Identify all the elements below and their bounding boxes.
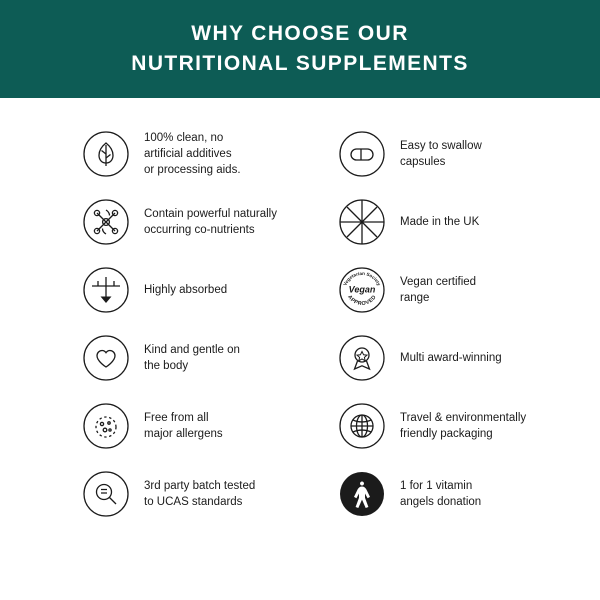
feature-label bbox=[400, 350, 502, 366]
feature-label-line: Multi award-winning bbox=[400, 352, 502, 364]
feature-row bbox=[338, 188, 600, 256]
feature-label-line: Kind and gentle on bbox=[144, 344, 240, 356]
feature-label-line: major allergens bbox=[144, 428, 223, 440]
feature-label-line: friendly packaging bbox=[400, 428, 493, 440]
feature-label bbox=[400, 274, 476, 306]
feature-label-line: 100% clean, no bbox=[144, 132, 224, 144]
feature-label-line: angels donation bbox=[400, 496, 482, 508]
union-jack-flag-icon bbox=[338, 198, 386, 246]
heart-icon bbox=[82, 334, 130, 382]
feature-label bbox=[144, 282, 227, 298]
feature-label-line: Easy to swallow bbox=[400, 140, 482, 152]
feature-label-line: occurring co-nutrients bbox=[144, 224, 255, 236]
globe-icon bbox=[338, 402, 386, 450]
feature-label-line: 1 for 1 vitamin bbox=[400, 480, 473, 492]
absorption-arrow-icon bbox=[82, 266, 130, 314]
feature-row bbox=[338, 120, 600, 188]
vegan-icon-top-text: Vegetarian Society bbox=[342, 270, 382, 287]
features-grid bbox=[0, 120, 600, 528]
feature-label-line: the body bbox=[144, 360, 189, 372]
feature-label bbox=[144, 130, 241, 178]
feature-label bbox=[400, 138, 482, 170]
feature-label bbox=[144, 478, 255, 510]
feature-row bbox=[82, 188, 300, 256]
feature-row bbox=[338, 256, 600, 324]
feature-label-line: Highly absorbed bbox=[144, 284, 228, 296]
vegan-icon-bottom-text: APPROVED bbox=[346, 294, 378, 308]
feature-label-line: Travel & environmentally bbox=[400, 412, 527, 424]
feature-label-line: or processing aids. bbox=[144, 164, 241, 176]
feature-label bbox=[400, 214, 479, 230]
feature-row bbox=[82, 120, 300, 188]
feature-label-line: Made in the UK bbox=[400, 216, 480, 228]
header-banner bbox=[0, 0, 600, 98]
feature-label bbox=[144, 206, 277, 238]
magnifier-test-icon bbox=[82, 470, 130, 518]
feature-label-line: 3rd party batch tested bbox=[144, 480, 256, 492]
capsule-icon bbox=[338, 130, 386, 178]
svg-text:APPROVED bbox=[346, 294, 378, 307]
allergen-free-icon bbox=[82, 402, 130, 450]
feature-label bbox=[144, 342, 240, 374]
feature-row bbox=[338, 460, 600, 528]
feature-label bbox=[400, 410, 526, 442]
feature-label bbox=[400, 478, 481, 510]
vegan-icon-middle-text: Vegan bbox=[348, 284, 376, 295]
features-column-right bbox=[300, 120, 600, 528]
feature-row bbox=[82, 460, 300, 528]
award-rosette-icon bbox=[338, 334, 386, 382]
molecule-nutrients-icon bbox=[82, 198, 130, 246]
feature-label-line: Free from all bbox=[144, 412, 209, 424]
feature-label-line: to UCAS standards bbox=[144, 496, 243, 508]
feature-row bbox=[338, 392, 600, 460]
vegan-society-approved-icon bbox=[338, 266, 386, 314]
feature-label-line: artificial additives bbox=[144, 148, 232, 160]
features-column-left bbox=[0, 120, 300, 528]
feature-row bbox=[82, 256, 300, 324]
vitamin-angels-icon bbox=[338, 470, 386, 518]
header-title-line-1: WHY CHOOSE OUR bbox=[191, 22, 409, 45]
feature-label-line: range bbox=[400, 292, 430, 304]
feature-row bbox=[82, 324, 300, 392]
feature-label bbox=[144, 410, 223, 442]
feature-row bbox=[82, 392, 300, 460]
feature-label-line: Contain powerful naturally bbox=[144, 208, 277, 220]
header-title-line-2: NUTRITIONAL SUPPLEMENTS bbox=[131, 52, 469, 75]
feature-row bbox=[338, 324, 600, 392]
leaf-in-circle-icon bbox=[82, 130, 130, 178]
feature-label-line: capsules bbox=[400, 156, 446, 168]
feature-label-line: Vegan certified bbox=[400, 276, 477, 288]
